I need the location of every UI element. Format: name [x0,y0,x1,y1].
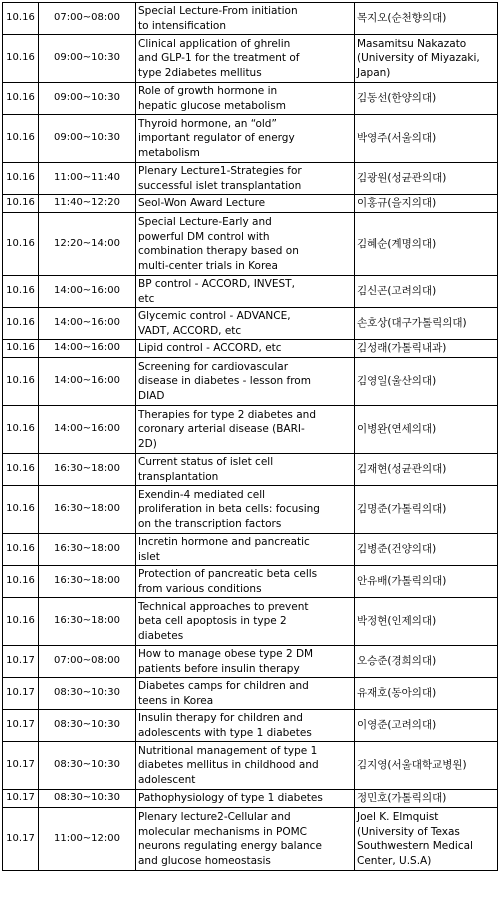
speaker-cell: 이병완(연세의대) [355,406,498,454]
table-row [3,646,498,678]
table-row [3,358,498,406]
speaker-cell: 유재호(동아의대) [355,678,498,710]
table-row [3,534,498,566]
date-cell: 10.16 [3,598,39,646]
table-row [3,790,498,808]
date-cell: 10.16 [3,486,39,534]
date-cell: 10.16 [3,454,39,486]
lecture-title-cell: Insulin therapy for children and adolescents with type 1 diabetes [136,710,355,742]
lecture-title-cell: Glycemic control - ADVANCE, VADT, ACCORD, etc [136,308,355,340]
speaker-cell: 김신곤(고려의대) [355,276,498,308]
table-row [3,486,498,534]
table-row [3,115,498,163]
time-cell: 08:30~10:30 [39,790,136,808]
date-cell: 10.16 [3,534,39,566]
lecture-title-cell: Special Lecture-Early and powerful DM control with combination therapy based on multi-center trials in Korea [136,213,355,276]
date-cell: 10.16 [3,308,39,340]
date-cell: 10.16 [3,358,39,406]
date-cell: 10.16 [3,35,39,83]
table-row [3,406,498,454]
time-cell: 09:00~10:30 [39,83,136,115]
time-cell: 14:00~16:00 [39,406,136,454]
time-cell: 11:00~12:00 [39,808,136,871]
time-cell: 16:30~18:00 [39,486,136,534]
speaker-cell: 김병준(건양의대) [355,534,498,566]
date-cell: 10.16 [3,276,39,308]
table-row [3,83,498,115]
date-cell: 10.17 [3,710,39,742]
time-cell: 09:00~10:30 [39,115,136,163]
date-cell: 10.17 [3,678,39,710]
date-cell: 10.16 [3,213,39,276]
lecture-title-cell: Diabetes camps for children and teens in Korea [136,678,355,710]
lecture-title-cell: Screening for cardiovascular disease in diabetes - lesson from DIAD [136,358,355,406]
lecture-title-cell: Special Lecture-From initiation to intensification [136,3,355,35]
speaker-cell: 김명준(가톨릭의대) [355,486,498,534]
lecture-title-cell: Pathophysiology of type 1 diabetes [136,790,355,808]
time-cell: 12:20~14:00 [39,213,136,276]
lecture-title-cell: Current status of islet cell transplantation [136,454,355,486]
speaker-cell: 목지오(순천향의대) [355,3,498,35]
lecture-title-cell: How to manage obese type 2 DM patients before insulin therapy [136,646,355,678]
date-cell: 10.16 [3,566,39,598]
speaker-cell: 김성래(가톨릭내과) [355,340,498,358]
lecture-title-cell: Technical approaches to prevent beta cell apoptosis in type 2 diabetes [136,598,355,646]
speaker-cell: 김광원(성균관의대) [355,163,498,195]
lecture-title-cell: Clinical application of ghrelin and GLP-1 for the treatment of type 2diabetes mellitus [136,35,355,83]
time-cell: 14:00~16:00 [39,340,136,358]
lecture-title-cell: Exendin-4 mediated cell proliferation in beta cells: focusing on the transcription factors [136,486,355,534]
time-cell: 08:30~10:30 [39,678,136,710]
lecture-title-cell: Thyroid hormone, an “old” important regulator of energy metabolism [136,115,355,163]
table-row [3,35,498,83]
speaker-cell: 김재현(성균관의대) [355,454,498,486]
time-cell: 07:00~08:00 [39,3,136,35]
speaker-cell: 김영일(울산의대) [355,358,498,406]
date-cell: 10.16 [3,195,39,213]
speaker-cell: 오승준(경희의대) [355,646,498,678]
lecture-title-cell: Plenary Lecture1-Strategies for successful islet transplantation [136,163,355,195]
time-cell: 14:00~16:00 [39,276,136,308]
lecture-title-cell: Role of growth hormone in hepatic glucose metabolism [136,83,355,115]
time-cell: 16:30~18:00 [39,566,136,598]
speaker-cell: Joel K. Elmquist (University of Texas Southwestern Medical Center, U.S.A) [355,808,498,871]
table-row [3,308,498,340]
speaker-cell: 박정현(인제의대) [355,598,498,646]
lecture-title-cell: Protection of pancreatic beta cells from various conditions [136,566,355,598]
table-row [3,678,498,710]
lecture-title-cell: Seol-Won Award Lecture [136,195,355,213]
lecture-title-cell: Incretin hormone and pancreatic islet [136,534,355,566]
table-row [3,454,498,486]
table-row [3,195,498,213]
table-row [3,742,498,790]
date-cell: 10.17 [3,790,39,808]
lecture-title-cell: Nutritional management of type 1 diabetes mellitus in childhood and adolescent [136,742,355,790]
time-cell: 16:30~18:00 [39,454,136,486]
date-cell: 10.16 [3,83,39,115]
time-cell: 16:30~18:00 [39,534,136,566]
time-cell: 11:40~12:20 [39,195,136,213]
table-row [3,276,498,308]
time-cell: 16:30~18:00 [39,598,136,646]
lecture-title-cell: Lipid control - ACCORD, etc [136,340,355,358]
date-cell: 10.16 [3,340,39,358]
table-row [3,808,498,871]
speaker-cell: 정민호(가톨릭의대) [355,790,498,808]
time-cell: 14:00~16:00 [39,358,136,406]
table-row [3,3,498,35]
table-row [3,340,498,358]
time-cell: 14:00~16:00 [39,308,136,340]
time-cell: 11:00~11:40 [39,163,136,195]
time-cell: 07:00~08:00 [39,646,136,678]
date-cell: 10.16 [3,406,39,454]
time-cell: 08:30~10:30 [39,742,136,790]
speaker-cell: Masamitsu Nakazato (University of Miyazaki, Japan) [355,35,498,83]
date-cell: 10.16 [3,115,39,163]
time-cell: 09:00~10:30 [39,35,136,83]
table-row [3,213,498,276]
speaker-cell: 김지영(서울대학교병원) [355,742,498,790]
date-cell: 10.17 [3,808,39,871]
lecture-title-cell: BP control - ACCORD, INVEST, etc [136,276,355,308]
date-cell: 10.16 [3,3,39,35]
date-cell: 10.17 [3,646,39,678]
speaker-cell: 안유배(가톨릭의대) [355,566,498,598]
schedule-body [3,3,498,871]
table-row [3,566,498,598]
date-cell: 10.17 [3,742,39,790]
speaker-cell: 박영주(서울의대) [355,115,498,163]
speaker-cell: 김혜순(계명의대) [355,213,498,276]
time-cell: 08:30~10:30 [39,710,136,742]
speaker-cell: 손호상(대구가톨릭의대) [355,308,498,340]
lecture-title-cell: Therapies for type 2 diabetes and coronary arterial disease (BARI- 2D) [136,406,355,454]
speaker-cell: 이영준(고려의대) [355,710,498,742]
speaker-cell: 이홍규(을지의대) [355,195,498,213]
table-row [3,163,498,195]
lecture-title-cell: Plenary lecture2-Cellular and molecular mechanisms in POMC neurons regulating energy balance and glucose homeostasis [136,808,355,871]
table-row [3,598,498,646]
table-row [3,710,498,742]
date-cell: 10.16 [3,163,39,195]
speaker-cell: 김동선(한양의대) [355,83,498,115]
schedule-table [2,2,498,871]
